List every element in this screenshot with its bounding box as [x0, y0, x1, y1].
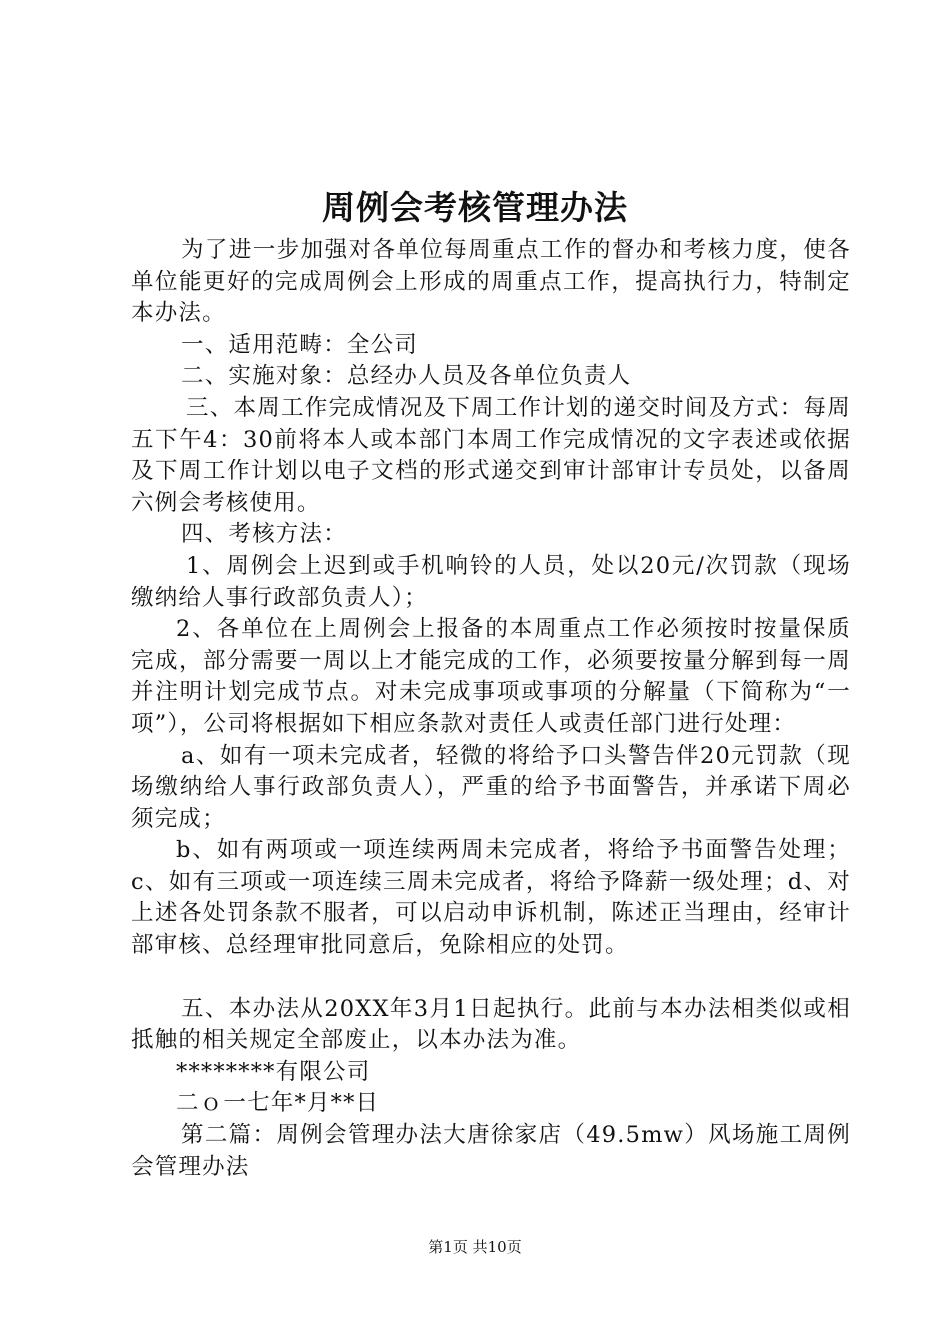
rule-a-paragraph: a、如有一项未完成者，轻微的将给予口头警告伴20元罚款（现场缴纳给人事行政部负责人），严重的给予书面警告，并承诺下周必须完成；	[131, 742, 851, 832]
effective-date-paragraph: 五、本办法从20XX年3月1日起执行。此前与本办法相类似或相抵触的相关规定全部废止，以本办法为准。	[131, 995, 851, 1054]
submission-paragraph: 三、本周工作完成情况及下周工作计划的递交时间及方式：每周五下午4：30前将本人或本部门本周工作完成情况的文字表述或依据及下周工作计划以电子文档的形式递交到审计部审计专员处，以备周六例会考核使用。	[131, 394, 851, 516]
rule-b-paragraph: b、如有两项或一项连续两周未完成者，将给予书面警告处理；c、如有三项或一项连续三周未完成者，将给予降薪一级处理；d、对上述各处罚条款不服者，可以启动申诉机制，陈述正当理由，经审计部审核、总经理审批同意后，免除相应的处罚。	[131, 837, 851, 959]
target-paragraph: 二、实施对象：总经办人员及各单位负责人	[181, 363, 632, 390]
method-heading: 四、考核方法：	[181, 521, 347, 548]
document-title: 周例会考核管理办法	[322, 188, 628, 227]
scope-paragraph: 一、适用范畴：全公司	[181, 331, 419, 358]
paragraph-gap	[131, 962, 851, 994]
next-section-heading: 第二篇：周例会管理办法大唐徐家店（49.5mw）风场施工周例会管理办法	[131, 1122, 851, 1180]
intro-paragraph: 为了进一步加强对各单位每周重点工作的督办和考核力度，使各单位能更好的完成周例会上形成的周重点工作，提高执行力，特制定本办法。	[131, 237, 851, 327]
page-footer: 第1页 共10页	[428, 1238, 522, 1256]
rule-1-paragraph: 1、周例会上迟到或手机响铃的人员，处以20元/次罚款（现场缴纳给人事行政部负责人）；	[131, 552, 851, 611]
company-name: ********有限公司	[176, 1058, 371, 1085]
document-body	[131, 235, 851, 1183]
issue-date: 二ｏ一七年*月**日	[176, 1090, 380, 1117]
rule-2-paragraph: 2、各单位在上周例会上报备的本周重点工作必须按时按量保质完成，部分需要一周以上才能完成的工作，必须要按量分解到每一周并注明计划完成节点。对未完成事项或事项的分解量（下简称为“一项”），公司将根据如下相应条款对责任人或责任部门进行处理：	[131, 616, 851, 737]
